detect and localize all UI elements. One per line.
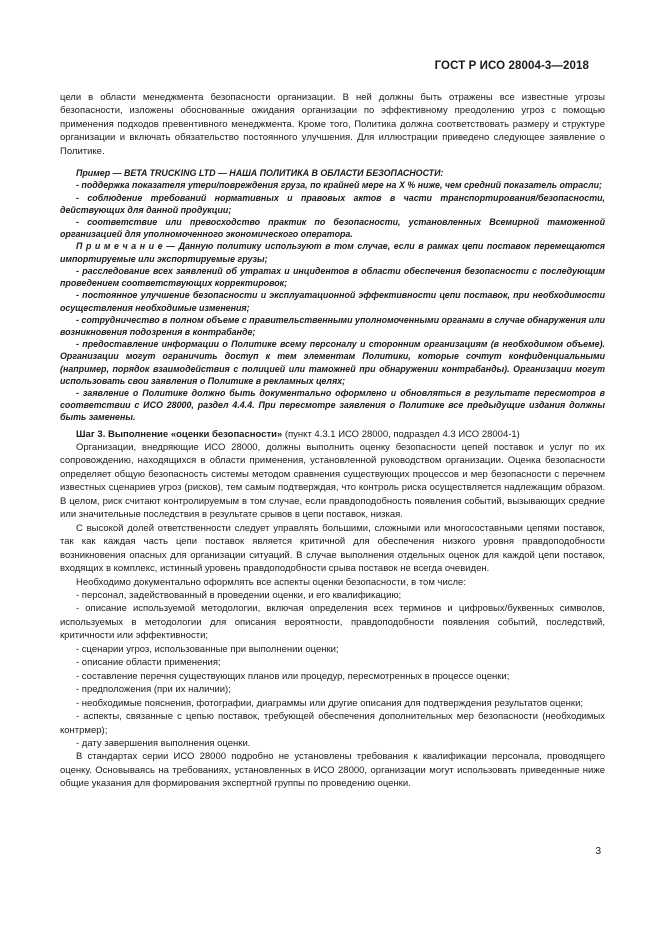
- example-item: - сотрудничество в полном объеме с правительственными уполномоченными органами в случае обнаружения или возникновения подозрения в контрабанде;: [60, 314, 606, 337]
- example-item: - соблюдение требований нормативных и правовых актов в части транспортирования/безопасности, действующих для данной продукции;: [60, 192, 605, 215]
- document-code-header: ГОСТ Р ИСО 28004-3—2018: [434, 60, 589, 72]
- list-item: - дату завершения выполнения оценки.: [76, 737, 251, 749]
- body-paragraph: С высокой долей ответственности следует управлять большими, сложными или многосоставными цепями поставок, так как каждая часть цепи поставок является критичной для обеспечения низкого уровня правдоподобности возникновения опасных для организации ситуаций. В случае выполнения отдельных оценок для каждой цепи поставок, входящих в комплекс, истинный уровень правдоподобности срыва поставок не всегда очевиден.: [60, 522, 605, 575]
- list-item: - составление перечня существующих планов или процедур, пересмотренных в процессе оценки;: [76, 670, 510, 682]
- example-heading: Пример — BETA TRUCKING LTD — НАША ПОЛИТИКА В ОБЛАСТИ БЕЗОПАСНОСТИ:: [76, 168, 444, 179]
- policy-example-block: [60, 167, 605, 423]
- step3-title: Шаг 3. Выполнение «оценки безопасности»: [76, 428, 283, 440]
- example-item: - расследование всех заявлений об утратах и инцидентов в области обеспечения безопасности с последующим проведением соответствующих корректировок;: [60, 265, 605, 289]
- step3-heading: [60, 428, 605, 441]
- page-content: [60, 91, 605, 791]
- list-item: - описание области применения;: [76, 657, 221, 669]
- body-paragraph: Организации, внедряющие ИСО 28000, должны выполнить оценку безопасности цепей поставок и услуг по их сопровождению, находящихся в области применения, установленной руководством организации. Оценка безопасности определяет общую безопасность системы методом сравнения существующих процессов и мер безопасности с перечнем известных сценариев угроз (рисков), тем самым подтверждая, что контроль риска осуществляется надлежащим образом. В целом, риск считают контролируемым в том случае, если правдоподобность появления событий, вызывающих средние или значительные последствия в результате срывов в цепи поставок, низкая.: [60, 441, 605, 521]
- step3-reference: (пункт 4.3.1 ИСО 28000, подраздел 4.3 ИСО 28004-1): [282, 428, 520, 440]
- example-item: - соответствие или превосходство практик по безопасности, установленных Всемирной таможенной организацией для уполномоченного экономического оператора.: [60, 217, 605, 240]
- list-item: - аспекты, связанные с цепью поставок, требующей обеспечения дополнительных мер безопасности (необходимых контрмер);: [60, 711, 605, 736]
- list-item: - описание используемой методологии, включая определения всех терминов и цифровых/буквенных символов, используемых в методологии для описания вероятности, правдоподобности появления событий, последствий, критичности или эффективности;: [60, 603, 605, 642]
- list-item: - предположения (при их наличии);: [76, 684, 231, 696]
- body-paragraph: Необходимо документально оформлять все аспекты оценки безопасности, в том числе:: [76, 576, 466, 588]
- intro-paragraph: цели в области менеджмента безопасности организации. В ней должны быть отражены все известные угрозы безопасности, изложены обоснованные ожидания организации по эффективному преодолению угроз с помощью применения подходов превентивного менеджмента. Кроме того, Политика должна соответствовать размеру и структуре организации и включать обязательство постоянного улучшения. Для иллюстрации приведено следующее заявление о Политике.: [60, 92, 605, 157]
- page-number: 3: [595, 846, 601, 857]
- list-item: - необходимые пояснения, фотографии, диаграммы или другие описания для подтверждения результатов оценки;: [76, 697, 584, 709]
- example-item: - поддержка показателя утери/повреждения груза, по крайней мере на X % ниже, чем средний показатель отрасли;: [76, 180, 602, 191]
- example-item: - заявление о Политике должно быть документально оформлено и обновляться в результате пересмотров в соответствии с ИСО 28000, раздел 4.4.4. При пересмотре заявления о Политике все предыдущие издания должны быть заменены.: [60, 387, 605, 423]
- body-paragraph: В стандартах серии ИСО 28000 подробно не установлены требования к квалификации персонала, проводящего оценку. Основываясь на требованиях, установленных в ИСО 28000, организации могут использовать приведенные ниже общие указания для формирования экспертной группы по проведению оценки.: [60, 751, 605, 790]
- list-item: - сценарии угроз, использованные при выполнении оценки;: [76, 643, 339, 655]
- list-item: - персонал, задействованный в проведении оценки, и его квалификацию;: [76, 589, 402, 601]
- example-item: - предоставление информации о Политике всему персоналу и сторонним организациям (в необходимом объеме). Организации могут ограничить доступ к тем элементам Политики, которые сочтут конфиденциальными (например, порядок взаимодействия с полицией или таможней при обнаружении контрабанды). Организации могут использовать свои заявления о Политике в рекламных целях;: [60, 339, 605, 386]
- example-item: - постоянное улучшение безопасности и эксплуатационной эффективности цепи поставок, при необходимости осуществления необходимые изменения;: [60, 290, 605, 313]
- example-note: П р и м е ч а н и е — Данную политику используют в том случае, если в рамках цепи поставок перемещаются импортируемые или экспортируемые грузы;: [60, 241, 605, 264]
